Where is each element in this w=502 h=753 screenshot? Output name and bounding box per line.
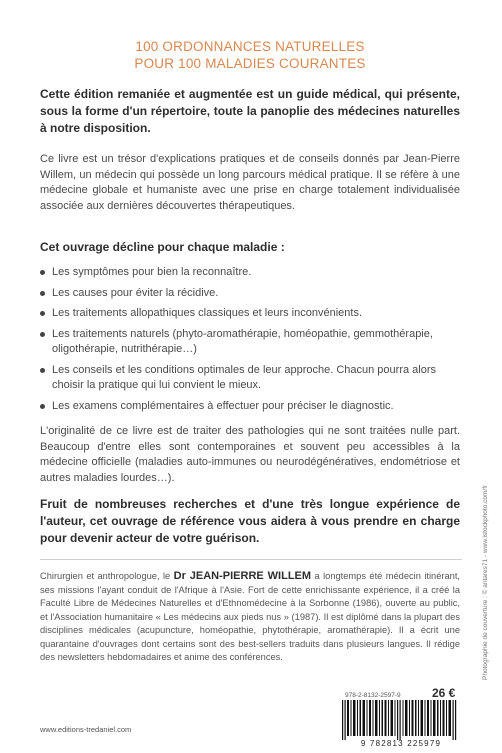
barcode-icon (340, 700, 462, 740)
divider (40, 559, 462, 560)
originality-paragraph: L'originalité de ce livre est de traiter des pathologies qui ne sont traitées nulle part. Beaucoup d'entre elles sont contemporaines et souvent peu accessibles à la médecine officielle (maladies auto-immunes ou neurodégénératives, endométriose et autres maladies lourdes…). (40, 425, 460, 484)
publisher-website[interactable]: www.editions-tredaniel.com (40, 725, 132, 734)
intro-paragraph: Ce livre est un trésor d'explications pratiques et de conseils donnés par Jean-Pierre Willem, un médecin qui possède un long parcours médical pratique. Il se réfère à une médecine globale et humaniste avec une prise en charge totalement individualisée associée aux dernières découvertes thérapeutiques. (40, 153, 460, 212)
photo-credit: Photographie de couverture : © antares71 - www.istockphoto.com/fr (482, 484, 489, 680)
closing-paragraph: Fruit de nombreuses recherches et d'une très longue expérience de l'auteur, cet ouvrage de référence vous aidera à vous prendre en charge pour devenir acteur de votre guérison. (40, 497, 460, 545)
list-item: Les conseils et les conditions optimales de leur approche. Chacun pourra alors choisir la pratique qui lui convient le mieux. (40, 363, 460, 394)
author-bio (40, 570, 460, 665)
list-item: Les causes pour éviter la récidive. (40, 286, 460, 302)
bio-intro: Chirurgien et anthropologue, le (40, 571, 174, 581)
lead-paragraph: Cette édition remaniée et augmentée est un guide médical, qui présente, sous la forme d'un répertoire, toute la panoplie des médecines naturelles à notre disposition. (40, 87, 460, 135)
price: 26 € (432, 686, 456, 700)
author-name: Dr JEAN-PIERRE WILLEM (173, 570, 312, 582)
isbn: 978-2-8132-2597-9 (345, 692, 401, 699)
list-item: Les traitements allopathiques classiques et leurs inconvénients. (40, 306, 460, 322)
list-item: Les traitements naturels (phyto-aromathérapie, homéopathie, gemmothérapie, oligothérapie, nutrithérapie…) (40, 327, 460, 358)
feature-list (40, 265, 460, 419)
list-heading: Cet ouvrage décline pour chaque maladie : (40, 240, 285, 254)
bio-text: a longtemps été médecin itinérant, ses missions l'ayant conduit de l'Afrique à l'Asie. Fort de cette enrichissante expérience, il a créé la Faculté Libre de Médecines Naturelles et d'Ethnomédecine à la Sorbonne (1986), ouverte au public, et l'Association humanitaire « Les médecins aux pieds nus » (1987). Il est diplômé dans la plupart des disciplines médicales (acupuncture, homéopathie, phytothérapie, aromathérapie). Il a écrit une quarantaine d'ouvrages dont certains sont des best-sellers traduits dans plusieurs langues. Il rédige des newsletters hebdomadaires et anime des conférences. (40, 571, 461, 662)
title-line-1: 100 ORDONNANCES NATURELLES (135, 39, 365, 54)
list-item: Les examens complémentaires à effectuer pour préciser le diagnostic. (40, 399, 460, 415)
list-item: Les symptômes pour bien la reconnaître. (40, 265, 460, 281)
barcode-digits: 9 782813 225979 (360, 739, 442, 748)
title-line-2: POUR 100 MALADIES COURANTES (134, 56, 366, 71)
